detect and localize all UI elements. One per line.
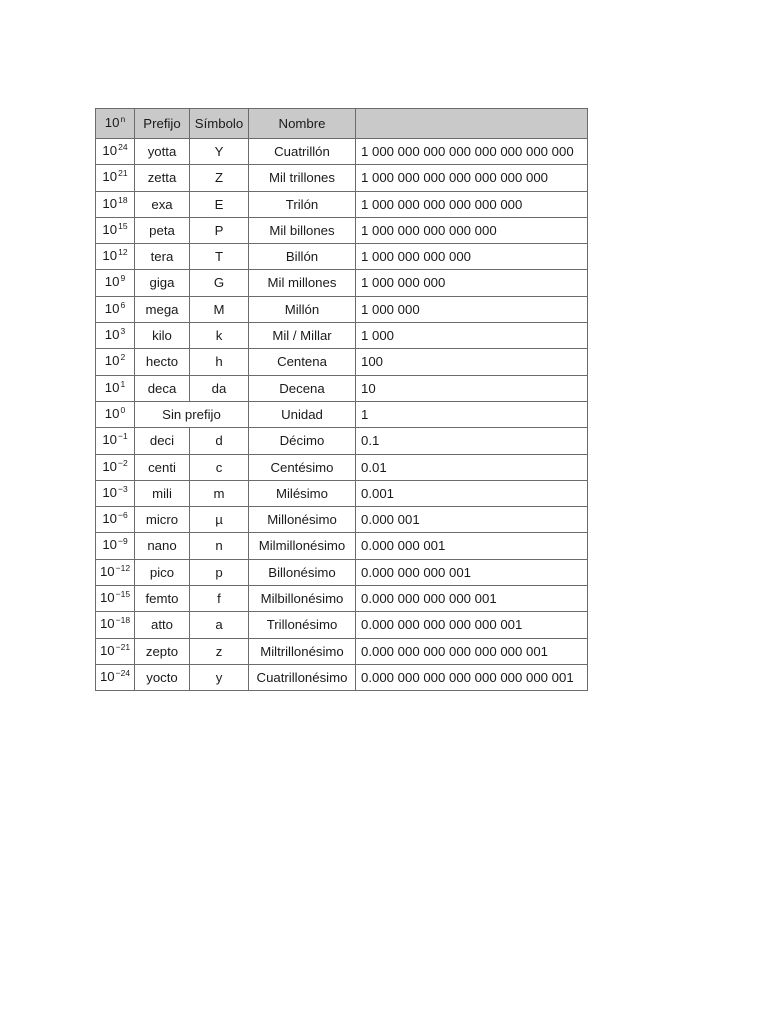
table-row	[96, 480, 588, 506]
value-cell: 0.000 000 000 000 000 000 001	[356, 638, 588, 664]
si-prefix-table-container	[95, 108, 588, 691]
value-cell: 1 000 000 000 000 000 000 000	[356, 165, 588, 191]
name-cell: Decena	[249, 375, 356, 401]
name-cell: Trillonésimo	[249, 612, 356, 638]
name-cell: Billón	[249, 244, 356, 270]
symbol-cell: c	[190, 454, 249, 480]
symbol-cell: m	[190, 480, 249, 506]
name-cell: Trilón	[249, 191, 356, 217]
prefix-cell: giga	[135, 270, 190, 296]
table-row	[96, 191, 588, 217]
table-row	[96, 428, 588, 454]
value-cell: 0.1	[356, 428, 588, 454]
prefix-cell: centi	[135, 454, 190, 480]
prefix-cell: pico	[135, 559, 190, 585]
power-cell: $10^3$	[96, 323, 135, 349]
table-row	[96, 139, 588, 165]
power-cell: $10^{-24}$	[96, 664, 135, 690]
value-cell: 1 000 000 000 000	[356, 244, 588, 270]
table-row	[96, 244, 588, 270]
name-cell: Cuatrillonésimo	[249, 664, 356, 690]
prefix-cell: yocto	[135, 664, 190, 690]
power-cell: $10^6$	[96, 296, 135, 322]
value-cell: 0.000 000 000 000 000 001	[356, 612, 588, 638]
table-row	[96, 165, 588, 191]
name-cell: Centena	[249, 349, 356, 375]
prefix-cell: zepto	[135, 638, 190, 664]
name-cell: Billonésimo	[249, 559, 356, 585]
value-cell: 0.000 000 000 001	[356, 559, 588, 585]
table-row	[96, 217, 588, 243]
symbol-cell: z	[190, 638, 249, 664]
table-header-row	[96, 109, 588, 139]
value-cell: 1 000 000	[356, 296, 588, 322]
name-cell: Milésimo	[249, 480, 356, 506]
prefix-cell: deci	[135, 428, 190, 454]
prefix-cell: peta	[135, 217, 190, 243]
power-cell: $10^{24}$	[96, 139, 135, 165]
value-cell: 1	[356, 401, 588, 427]
no-prefix-cell: Sin prefijo	[135, 401, 249, 427]
table-row	[96, 612, 588, 638]
value-cell: 1 000 000 000 000 000	[356, 217, 588, 243]
power-cell: $10^1$	[96, 375, 135, 401]
table-row	[96, 375, 588, 401]
prefix-cell: exa	[135, 191, 190, 217]
prefix-cell: zetta	[135, 165, 190, 191]
symbol-cell: da	[190, 375, 249, 401]
symbol-cell: y	[190, 664, 249, 690]
prefix-cell: atto	[135, 612, 190, 638]
name-cell: Mil trillones	[249, 165, 356, 191]
table-row	[96, 586, 588, 612]
symbol-cell: k	[190, 323, 249, 349]
symbol-cell: T	[190, 244, 249, 270]
symbol-cell: G	[190, 270, 249, 296]
prefix-cell: tera	[135, 244, 190, 270]
power-cell: $10^2$	[96, 349, 135, 375]
table-row	[96, 401, 588, 427]
table-row	[96, 559, 588, 585]
name-cell: Millón	[249, 296, 356, 322]
value-cell: 0.000 001	[356, 507, 588, 533]
header-value	[356, 109, 588, 139]
header-name: Nombre	[249, 109, 356, 139]
header-symbol: Símbolo	[190, 109, 249, 139]
prefix-cell: hecto	[135, 349, 190, 375]
symbol-cell: P	[190, 217, 249, 243]
power-cell: $10^{-21}$	[96, 638, 135, 664]
symbol-cell: E	[190, 191, 249, 217]
power-cell: $10^{21}$	[96, 165, 135, 191]
table-row	[96, 323, 588, 349]
name-cell: Mil / Millar	[249, 323, 356, 349]
symbol-cell: n	[190, 533, 249, 559]
symbol-cell: a	[190, 612, 249, 638]
power-cell: $10^{-12}$	[96, 559, 135, 585]
symbol-cell: f	[190, 586, 249, 612]
symbol-cell: Z	[190, 165, 249, 191]
value-cell: 100	[356, 349, 588, 375]
power-cell: $10^{-1}$	[96, 428, 135, 454]
power-cell: $10^{-3}$	[96, 480, 135, 506]
power-cell: $10^9$	[96, 270, 135, 296]
symbol-cell: p	[190, 559, 249, 585]
value-cell: 1 000	[356, 323, 588, 349]
power-cell: $10^{15}$	[96, 217, 135, 243]
header-power: 10$^n$	[96, 109, 135, 139]
name-cell: Mil billones	[249, 217, 356, 243]
prefix-cell: mili	[135, 480, 190, 506]
symbol-cell: h	[190, 349, 249, 375]
symbol-cell: M	[190, 296, 249, 322]
value-cell: 0.000 000 001	[356, 533, 588, 559]
table-row	[96, 533, 588, 559]
name-cell: Cuatrillón	[249, 139, 356, 165]
table-row	[96, 638, 588, 664]
power-cell: $10^{-6}$	[96, 507, 135, 533]
value-cell: 1 000 000 000 000 000 000	[356, 191, 588, 217]
header-prefix: Prefijo	[135, 109, 190, 139]
table-row	[96, 507, 588, 533]
prefix-cell: deca	[135, 375, 190, 401]
power-cell: $10^{-18}$	[96, 612, 135, 638]
prefix-cell: kilo	[135, 323, 190, 349]
value-cell: 0.000 000 000 000 000 000 000 001	[356, 664, 588, 690]
power-cell: $10^{12}$	[96, 244, 135, 270]
prefix-cell: femto	[135, 586, 190, 612]
table-row	[96, 296, 588, 322]
table-row	[96, 349, 588, 375]
symbol-cell: Y	[190, 139, 249, 165]
value-cell: 10	[356, 375, 588, 401]
symbol-cell: µ	[190, 507, 249, 533]
value-cell: 0.000 000 000 000 001	[356, 586, 588, 612]
value-cell: 1 000 000 000 000 000 000 000 000	[356, 139, 588, 165]
table-body	[96, 139, 588, 691]
power-cell: $10^{-9}$	[96, 533, 135, 559]
name-cell: Décimo	[249, 428, 356, 454]
prefix-cell: nano	[135, 533, 190, 559]
table-row	[96, 270, 588, 296]
power-cell: $10^0$	[96, 401, 135, 427]
power-cell: $10^{-15}$	[96, 586, 135, 612]
power-cell: $10^{-2}$	[96, 454, 135, 480]
table-row	[96, 454, 588, 480]
prefix-cell: mega	[135, 296, 190, 322]
prefix-cell: yotta	[135, 139, 190, 165]
name-cell: Centésimo	[249, 454, 356, 480]
name-cell: Unidad	[249, 401, 356, 427]
value-cell: 1 000 000 000	[356, 270, 588, 296]
symbol-cell: d	[190, 428, 249, 454]
value-cell: 0.001	[356, 480, 588, 506]
si-prefix-table	[95, 108, 588, 691]
value-cell: 0.01	[356, 454, 588, 480]
power-cell: $10^{18}$	[96, 191, 135, 217]
name-cell: Milbillonésimo	[249, 586, 356, 612]
prefix-cell: micro	[135, 507, 190, 533]
name-cell: Miltrillonésimo	[249, 638, 356, 664]
table-row	[96, 664, 588, 690]
name-cell: Milmillonésimo	[249, 533, 356, 559]
name-cell: Mil millones	[249, 270, 356, 296]
name-cell: Millonésimo	[249, 507, 356, 533]
